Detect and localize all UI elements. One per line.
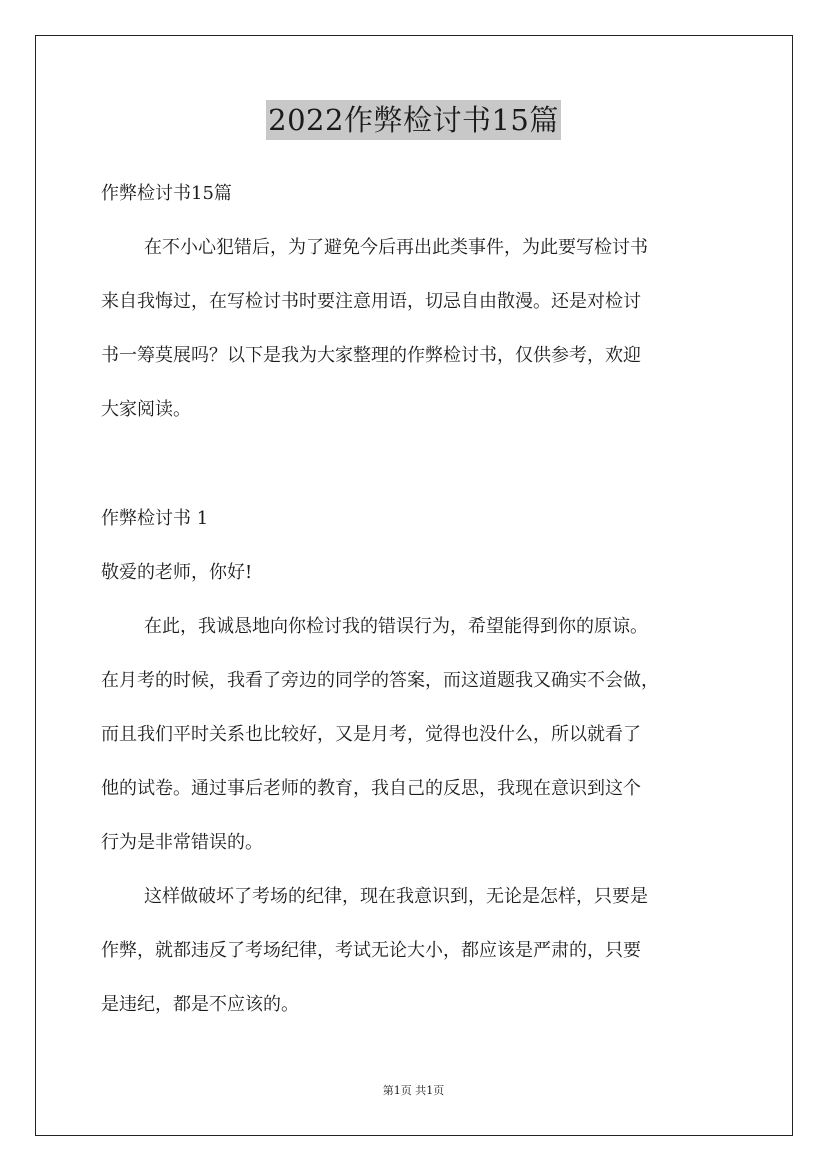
document-title: 2022作弊检讨书15篇	[266, 100, 561, 140]
paragraph2-line-3: 是违纪，都是不应该的。	[101, 994, 299, 1015]
paragraph1-line-4: 他的试卷。通过事后老师的教育，我自己的反思，我现在意识到这个	[101, 778, 641, 799]
paragraph2-line-2: 作弊，就都违反了考场纪律，考试无论大小，都应该是严肃的，只要	[101, 940, 641, 961]
salutation: 敬爱的老师，你好!	[101, 562, 253, 583]
intro-line-1: 在不小心犯错后，为了避免今后再出此类事件，为此要写检讨书	[144, 237, 648, 258]
document-subtitle: 作弊检讨书15篇	[101, 183, 232, 204]
paragraph1-line-2: 在月考的时候，我看了旁边的同学的答案，而这道题我又确实不会做，	[101, 670, 659, 691]
paragraph2-line-1: 这样做破坏了考场的纪律，现在我意识到，无论是怎样，只要是	[144, 886, 648, 907]
section-heading: 作弊检讨书 1	[101, 508, 209, 529]
title-container	[0, 100, 827, 140]
intro-line-2: 来自我悔过，在写检讨书时要注意用语，切忌自由散漫。还是对检讨	[101, 291, 641, 312]
paragraph1-line-3: 而且我们平时关系也比较好，又是月考，觉得也没什么，所以就看了	[101, 724, 641, 745]
paragraph1-line-5: 行为是非常错误的。	[101, 832, 263, 853]
intro-line-3: 书一筹莫展吗？以下是我为大家整理的作弊检讨书，仅供参考，欢迎	[101, 345, 641, 366]
intro-line-4: 大家阅读。	[101, 399, 191, 420]
page-footer: 第1页 共1页	[382, 1084, 445, 1097]
paragraph1-line-1: 在此，我诚恳地向你检讨我的错误行为，希望能得到你的原谅。	[144, 616, 648, 637]
